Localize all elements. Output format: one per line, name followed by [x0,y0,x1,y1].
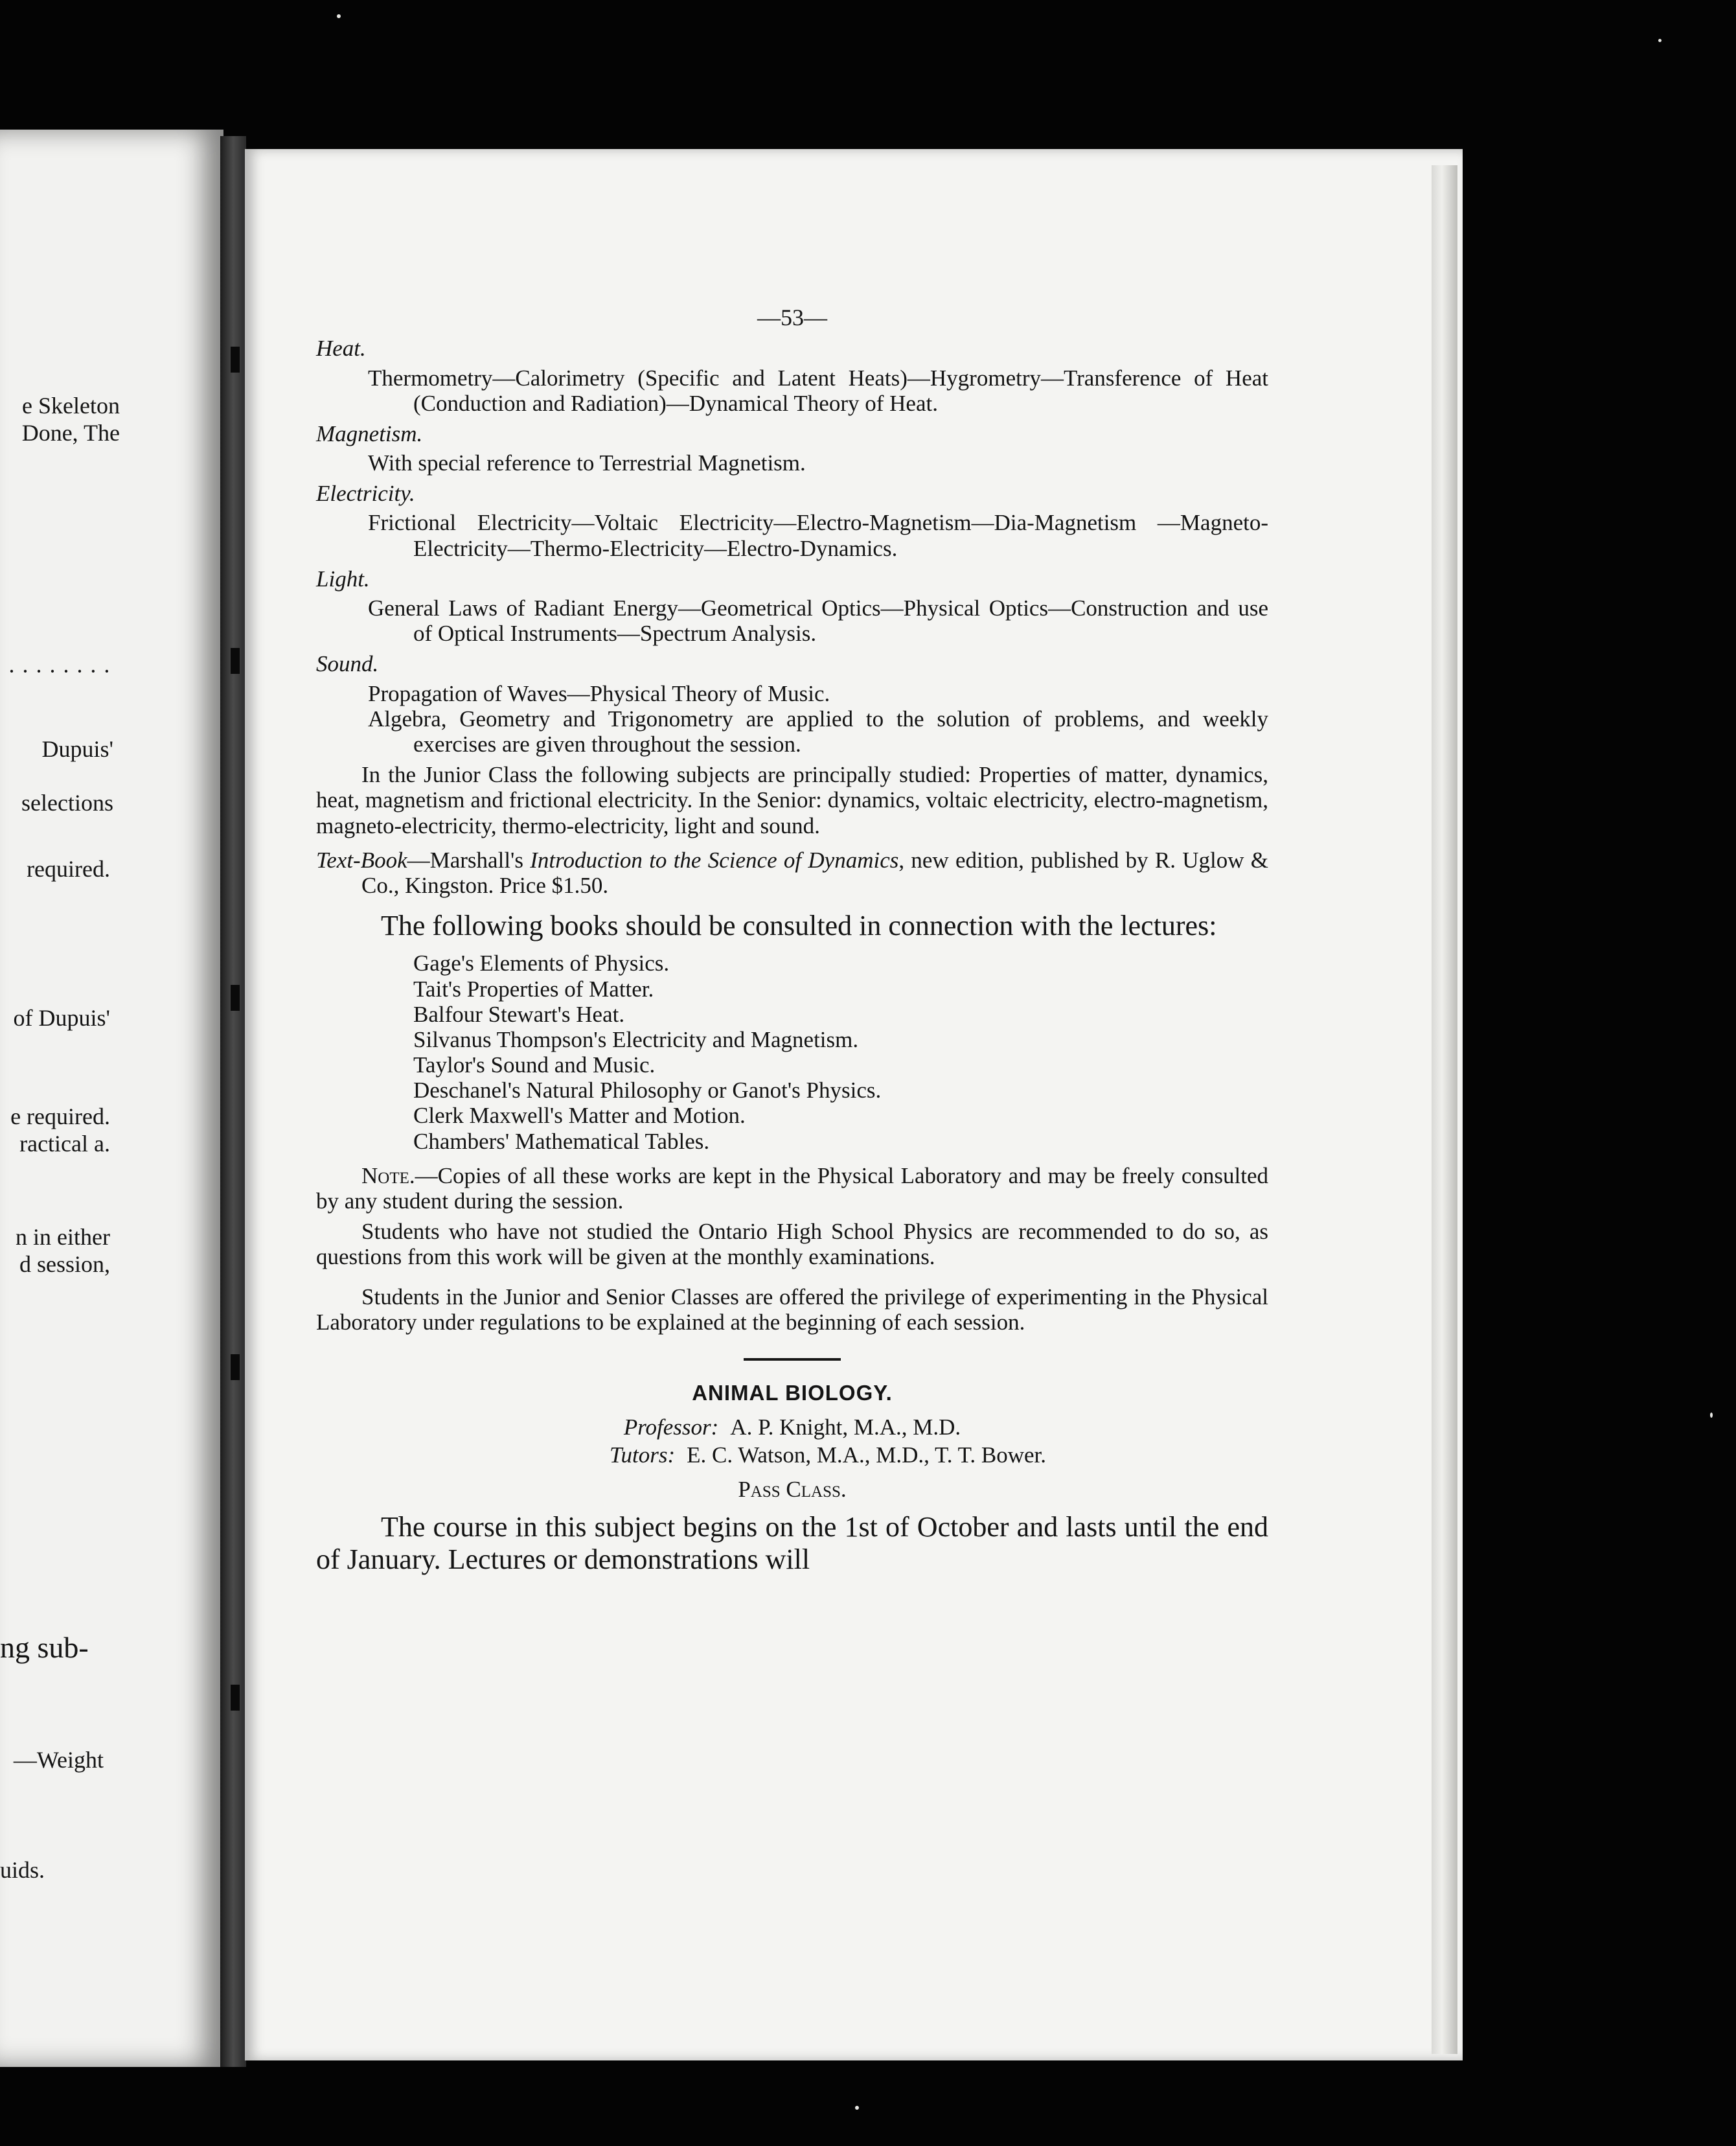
left-fragment-line: e Skeleton [22,393,120,419]
junior-class-paragraph: In the Junior Class the following subjects are principally studied: Properties of matter, dynamics, heat, magnetism and frictional electricity. In the Senior: dynamics, voltaic electricity, electro-magnetism, magneto-electricity, thermo-electricity, light and sound. [316,762,1268,838]
tutors-line [316,1442,1268,1468]
book-list-item: Taylor's Sound and Music. [413,1052,656,1078]
left-fragment-line: n in either [16,1224,110,1250]
department-title: ANIMAL BIOLOGY. [692,1380,893,1405]
textbook-publisher: , new edition, published by R. Uglow & Co., Kingston. Price $1.50. [361,847,1269,898]
textbook-title: Introduction to the Science of Dynamics [530,847,899,873]
book-list-item: Deschanel's Natural Philosophy or Ganot's Physics. [413,1078,882,1103]
book-list-item: Silvanus Thompson's Electricity and Magnetism. [413,1026,859,1052]
left-fragment-line: Dupuis' [41,736,113,762]
books-intro: The following books should be consulted in connection with the lectures: [381,910,1217,942]
textbook-dash: —Marshall's [407,847,531,873]
section-heading-magnetism: Magnetism. [316,421,423,446]
laboratory-paragraph: Students in the Junior and Senior Classes are offered the privilege of experimenting in the Physical Laboratory under regulations to be explained at the beginning of each session. [316,1284,1268,1335]
section-heading-light: Light. [316,566,370,592]
professor-name: A. P. Knight, M.A., M.D. [730,1414,961,1440]
note-label: Note. [361,1162,415,1188]
textbook-entry [316,848,1268,898]
page-number: —53— [757,305,827,330]
section-body-sound: Propagation of Waves—Physical Theory of Music. [368,680,830,706]
pass-class-heading: Pass Class. [738,1477,847,1503]
course-paragraph: The course in this subject begins on the 1st of October and lasts until the end of January. Lectures or demonstrations will [316,1511,1268,1575]
left-fragment-line: ng sub- [0,1631,89,1664]
binding-stitch [231,648,240,674]
binding-stitch [231,1685,240,1711]
professor-line [316,1414,1268,1440]
section-heading-sound: Sound. [316,651,379,677]
left-fragment-line: d session, [19,1251,110,1277]
scan-speck [855,2106,859,2110]
book-gutter [220,136,246,2067]
binding-stitch [231,347,240,373]
scan-speck [1658,39,1662,42]
left-fragment-line: —Weight [13,1747,104,1773]
note-text: —Copies of all these works are kept in the Physical Laboratory and may be freely consulted by any student during the session. [316,1162,1268,1214]
tutors-role: Tutors: [609,1442,676,1468]
section-body-light: General Laws of Radiant Energy—Geometrical Optics—Physical Optics—Construction and use of Optical Instruments—Spectrum Analysis. [368,595,1268,647]
section-heading-heat: Heat. [316,336,366,362]
section-body-heat: Thermometry—Calorimetry (Specific and Latent Heats)—Hygrometry—Transference of Heat (Conduction and Radiation)—Dynamical Theory of Heat. [368,365,1268,416]
binding-stitch [231,1354,240,1380]
left-fragment-line: Done, The [21,420,120,446]
left-fragment-line: selections [21,790,113,816]
note-paragraph [316,1163,1268,1214]
left-fragment-line: uids. [0,1857,45,1883]
tutors-names: E. C. Watson, M.A., M.D., T. T. Bower. [687,1442,1047,1468]
page-content [316,305,1268,1575]
left-fragment-line: · · · · · · · · [8,658,111,684]
page-edge [1432,165,1457,2054]
ontario-paragraph: Students who have not studied the Ontario High School Physics are recommended to do so, as questions from this work will be given at the monthly examinations. [316,1219,1268,1270]
book-list-item: Chambers' Mathematical Tables. [413,1128,710,1154]
scan-speck [1710,1413,1713,1418]
book-list-item: Gage's Elements of Physics. [413,951,670,976]
left-fragment-line: e required. [10,1103,110,1129]
algebra-note: Algebra, Geometry and Trigonometry are applied to the solution of problems, and weekly exercises are given throughout the session. [368,706,1268,757]
book-list [316,951,1268,1154]
book-list-item: Tait's Properties of Matter. [413,976,654,1002]
binding-stitch [231,985,240,1011]
section-heading-electricity: Electricity. [316,481,415,507]
main-page [245,149,1463,2060]
section-body-electricity: Frictional Electricity—Voltaic Electricity—Electro-Magnetism—Dia-Magnetism —Magneto-Electricity—Thermo-Electricity—Electro-Dynamics. [368,510,1268,561]
left-page-fragment [0,130,223,2067]
textbook-label: Text-Book [316,847,407,873]
left-fragment-line: of Dupuis' [13,1005,110,1031]
section-divider [744,1358,841,1361]
section-body-magnetism: With special reference to Terrestrial Magnetism. [368,450,806,476]
book-list-item: Balfour Stewart's Heat. [413,1001,625,1027]
professor-role: Professor: [623,1414,719,1440]
left-fragment-line: ractical a. [19,1131,110,1157]
book-list-item: Clerk Maxwell's Matter and Motion. [413,1103,746,1129]
scan-speck [337,14,341,18]
left-fragment-line: required. [27,856,110,882]
